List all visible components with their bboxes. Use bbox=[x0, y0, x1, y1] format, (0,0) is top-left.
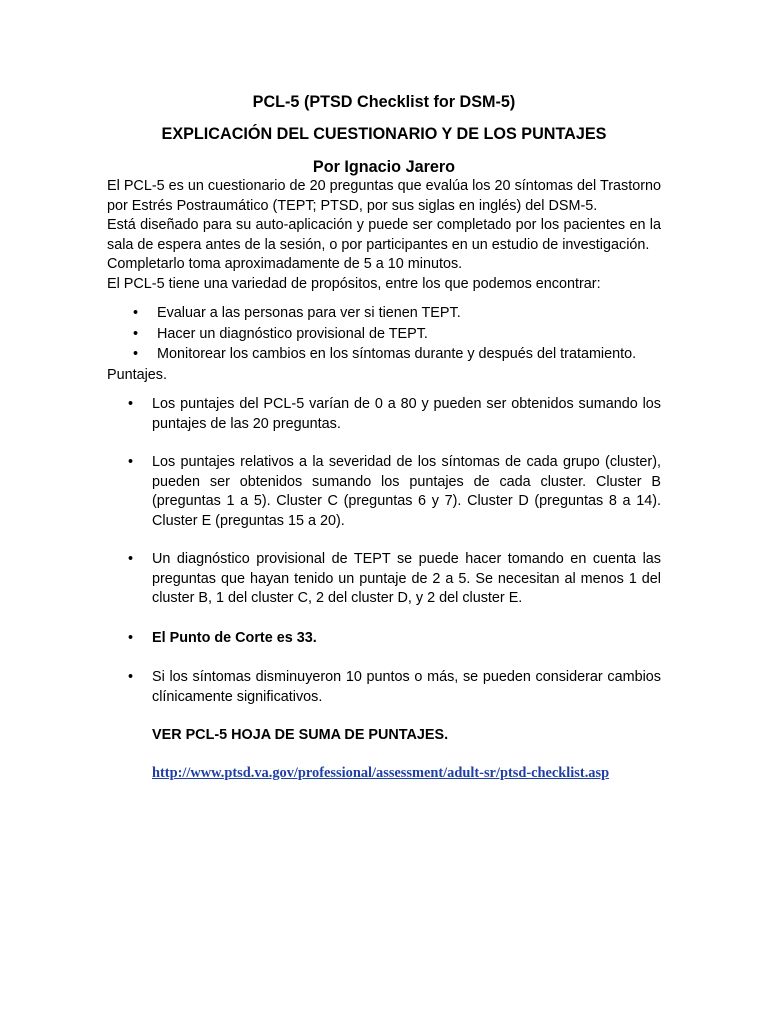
bullet-icon: • bbox=[133, 305, 139, 321]
list-item-text: Monitorear los cambios en los síntomas durante y después del tratamiento. bbox=[157, 346, 637, 362]
document-author: Por Ignacio Jarero bbox=[312, 158, 456, 176]
bullet-icon: • bbox=[128, 629, 134, 646]
document-title: PCL-5 (PTSD Checklist for DSM-5) bbox=[252, 93, 516, 111]
purposes-list bbox=[107, 304, 661, 365]
bullet-icon: • bbox=[128, 396, 134, 412]
bullet-icon: • bbox=[128, 551, 134, 567]
list-item-text: Los puntajes del PCL-5 varían de 0 a 80 y pueden ser obtenidos sumando los puntajes de las 20 preguntas. bbox=[152, 396, 661, 432]
design-paragraph: Está diseñado para su auto-aplicación y puede ser completado por los pacientes en la sala de espera antes de la sesión, o por participantes en un estudio de investigación. bbox=[107, 217, 661, 253]
see-score-sheet-note: VER PCL-5 HOJA DE SUMA DE PUNTAJES. bbox=[152, 727, 449, 743]
bullet-icon: • bbox=[133, 346, 139, 362]
bullet-icon: • bbox=[128, 669, 134, 685]
list-item-text: Evaluar a las personas para ver si tienen TEPT. bbox=[157, 305, 461, 321]
list-item bbox=[107, 345, 661, 365]
list-item-text: Los puntajes relativos a la severidad de los síntomas de cada grupo (cluster), pueden ser obtenidos sumando los puntajes de cada cluster. Cluster B (preguntas 1 a 5). Cluster C (preguntas 6 y 7). Cluster D (preguntas 8 a 14). Cluster E (preguntas 15 a 20). bbox=[152, 454, 661, 529]
bullet-icon: • bbox=[133, 325, 139, 342]
list-item-text: Un diagnóstico provisional de TEPT se puede hacer tomando en cuenta las preguntas que hayan tenido un puntaje de 2 a 5. Se necesitan al menos 1 del cluster B, 1 del cluster C, 2 del cluster D, y 2 del cluster E. bbox=[152, 551, 661, 606]
list-item-text: Si los síntomas disminuyeron 10 puntos o más, se pueden considerar cambios clínicamente significativos. bbox=[152, 669, 661, 705]
duration-paragraph: Completarlo toma aproximadamente de 5 a 10 minutos. bbox=[107, 256, 463, 272]
list-item bbox=[107, 668, 661, 707]
scores-label: Puntajes. bbox=[107, 366, 168, 383]
scores-list bbox=[107, 395, 661, 707]
list-item bbox=[107, 325, 661, 345]
list-item bbox=[107, 395, 661, 434]
document-page bbox=[107, 92, 661, 783]
intro-paragraph: El PCL-5 es un cuestionario de 20 preguntas que evalúa los 20 síntomas del Trastorno por Estrés Postraumático (TEPT; PTSD, por sus siglas en inglés) del DSM-5. bbox=[107, 178, 661, 214]
list-item bbox=[107, 550, 661, 609]
bullet-icon: • bbox=[128, 454, 134, 470]
cutoff-score-text: El Punto de Corte es 33. bbox=[152, 629, 317, 646]
document-subtitle: EXPLICACIÓN DEL CUESTIONARIO Y DE LOS PUNTAJES bbox=[161, 125, 607, 143]
list-item-text: Hacer un diagnóstico provisional de TEPT. bbox=[157, 325, 428, 342]
purposes-intro-paragraph: El PCL-5 tiene una variedad de propósitos, entre los que podemos encontrar: bbox=[107, 275, 601, 292]
list-item bbox=[107, 453, 661, 531]
ptsd-checklist-link[interactable]: http://www.ptsd.va.gov/professional/assessment/adult-sr/ptsd-checklist.asp bbox=[152, 764, 610, 781]
list-item bbox=[107, 304, 661, 324]
list-item bbox=[107, 629, 661, 649]
